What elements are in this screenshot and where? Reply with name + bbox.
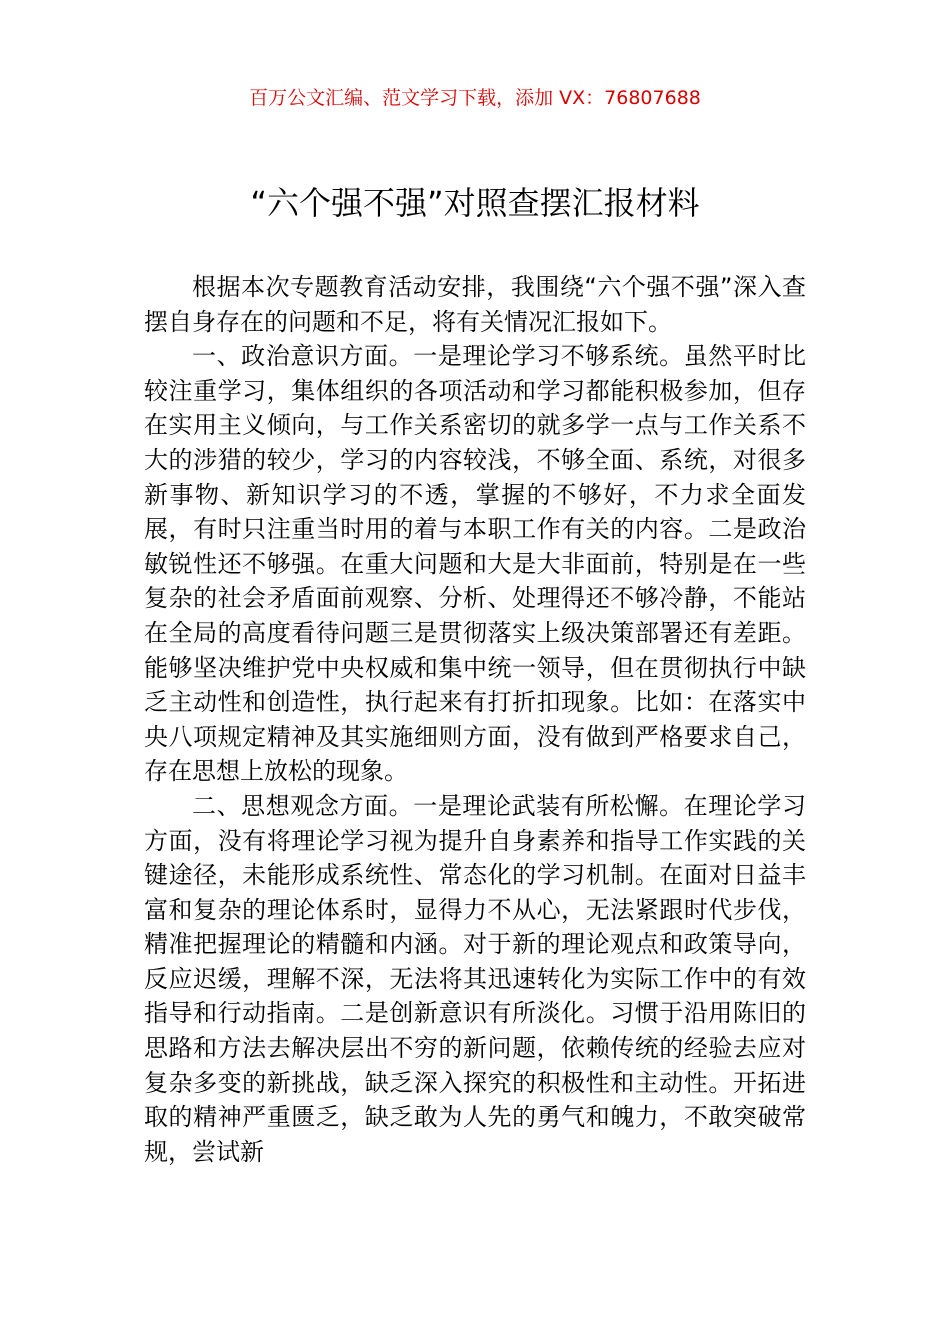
paragraph-political-awareness: 一、政治意识方面。一是理论学习不够系统。虽然平时比较注重学习，集体组织的各项活动和学习都能积极参加，但存在实用主义倾向，与工作关系密切的就多学一点与工作关系不大的涉猎的较少，学习的内容较浅，不够全面、系统，对很多新事物、新知识学习的不透，掌握的不够好，不力求全面发展，有时只注重当时用的着与本职工作有关的内容。二是政治敏锐性还不够强。在重大问题和大是大非面前，特别是在一些复杂的社会矛盾面前观察、分析、处理得还不够冷静，不能站在全局的高度看待问题三是贯彻落实上级决策部署还有差距。能够坚决维护党中央权威和集中统一领导，但在贯彻执行中缺乏主动性和创造性，执行起来有打折扣现象。比如：在落实中央八项规定精神及其实施细则方面，没有做到严格要求自己，存在思想上放松的现象。 [144,342,806,786]
paragraph-ideological-concepts: 二、思想观念方面。一是理论武装有所松懈。在理论学习方面，没有将理论学习视为提升自身素养和指导工作实践的关键途径，未能形成系统性、常态化的学习机制。在面对日益丰富和复杂的理论体系时，显得力不从心，无法紧跟时代步伐，精准把握理论的精髓和内涵。对于新的理论观点和政策导向，反应迟缓，理解不深，无法将其迅速转化为实际工作中的有效指导和行动指南。二是创新意识有所淡化。习惯于沿用陈旧的思路和方法去解决层出不穷的新问题，依赖传统的经验去应对复杂多变的新挑战，缺乏深入探究的积极性和主动性。开拓进取的精神严重匮乏，缺乏敢为人先的勇气和魄力，不敢突破常规，尝试新 [144,791,806,1166]
paragraph-intro: 根据本次专题教育活动安排，我围绕“六个强不强”深入查摆自身存在的问题和不足，将有关情况汇报如下。 [144,273,806,336]
promo-banner: 百万公文汇编、范文学习下载，添加 VX：76807688 [249,87,701,109]
document-title: “六个强不强”对照查摆汇报材料 [250,184,700,222]
document-body [144,270,806,1169]
